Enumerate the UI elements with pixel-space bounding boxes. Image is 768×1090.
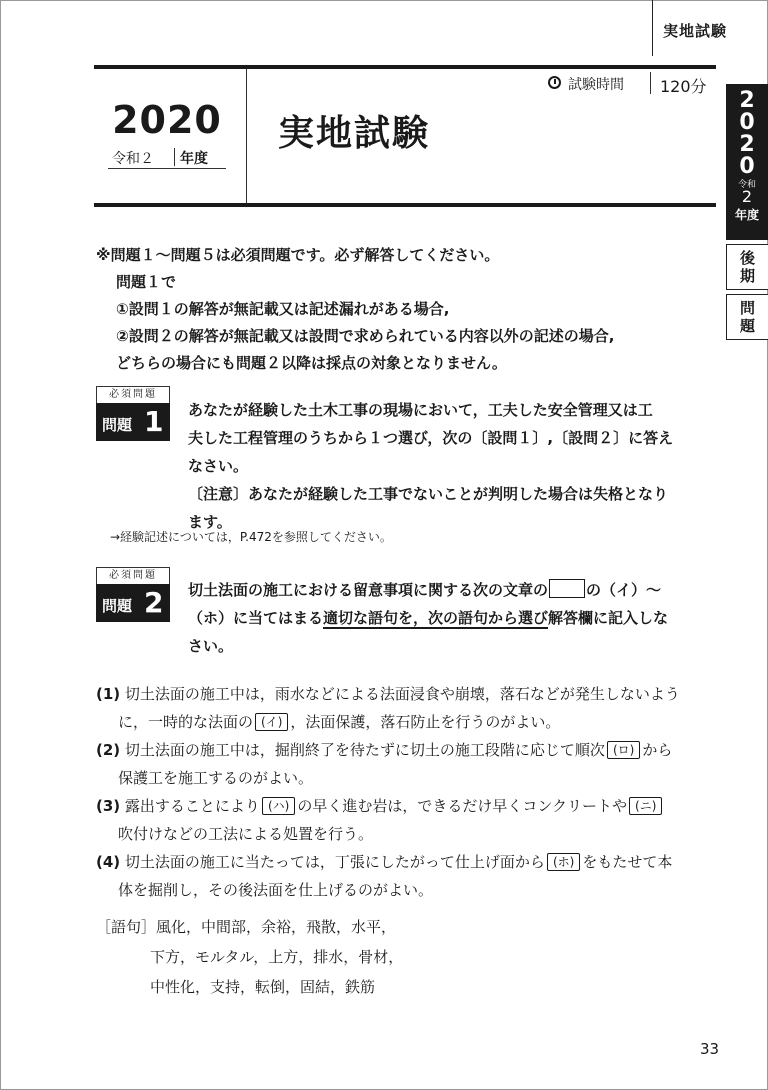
title-year: 2020 xyxy=(112,98,222,142)
badge-number: 2 xyxy=(144,586,164,619)
statement-item xyxy=(96,792,680,820)
statement-text: 露出することにより xyxy=(120,797,260,815)
exam-time-label: 試験時間 xyxy=(568,77,624,93)
notice-line: どちらの場合にも問題２以降は採点の対象となりません。 xyxy=(116,354,507,372)
answer-slot-i: (イ) xyxy=(255,713,288,731)
side-digit: 0 xyxy=(739,110,755,135)
question-1-badge xyxy=(96,386,170,441)
side-tab-year-digits xyxy=(726,90,768,178)
title-rule-bottom xyxy=(94,203,716,207)
question-text: 切土法面の施工における留意事項に関する次の文章の xyxy=(188,581,549,599)
page-number: 33 xyxy=(700,1040,720,1058)
notice-line: ①設問１の解答が無記載又は記述漏れがある場合, xyxy=(116,300,450,318)
statement-text: から xyxy=(642,741,673,759)
word-bank-line: 中性化，支持，転倒，固結，鉄筋 xyxy=(150,978,376,996)
question-text: （ホ）に当てはまる xyxy=(188,609,324,627)
side-tab xyxy=(726,84,768,340)
answer-slot-ro: (ロ) xyxy=(607,741,640,759)
side-tab-mondai[interactable] xyxy=(726,294,768,340)
word-bank-label: ［語句］ xyxy=(96,918,157,936)
answer-slot-ni: (ニ) xyxy=(629,797,662,815)
notice-line: 問題１で xyxy=(116,273,177,291)
side-digit: 2 xyxy=(739,88,755,113)
question-2-text xyxy=(188,576,668,660)
statement-text: ，法面保護，落石防止を行うのがよい。 xyxy=(290,713,561,731)
statement-item: 保護工を施工するのがよい。 xyxy=(118,769,314,787)
running-header xyxy=(652,0,768,56)
badge-number: 1 xyxy=(144,405,164,438)
statement-text: 切土法面の施工中は，掘削終了を待たずに切土の施工段階に応じて順次 xyxy=(120,741,605,759)
statement-text: の早く進む岩は，できるだけ早くコンクリートや xyxy=(297,797,628,815)
page-title: 実地試験 xyxy=(278,113,431,154)
notice-line: ②設問２の解答が無記載又は設問で求められている内容以外の記述の場合, xyxy=(116,327,615,345)
title-divider xyxy=(246,69,247,203)
question-line: 夫した工程管理のうちから１つ選び，次の〔設問１〕,〔設問２〕に答え xyxy=(188,429,674,447)
answer-slot-ha: (ハ) xyxy=(262,797,295,815)
side-tab-year xyxy=(726,84,768,240)
exam-time-value: 120分 xyxy=(660,77,707,96)
statement-item xyxy=(96,848,680,876)
word-bank-words: 風化，中間部，余裕，飛散，水平， xyxy=(156,918,397,936)
question-2-badge xyxy=(96,567,170,622)
notice-line: ※問題１～問題５は必須問題です。必ず解答してください。 xyxy=(96,246,500,264)
side-tab-nendo: 年度 xyxy=(734,208,759,222)
side-tab-reiwa-num: 2 xyxy=(741,187,753,206)
statement-list xyxy=(96,680,680,904)
answer-blank-box xyxy=(549,579,585,598)
statement-text: 切土法面の施工に当たっては，丁張にしたがって仕上げ面から xyxy=(120,853,545,871)
question-text: の（イ）～ xyxy=(586,581,662,599)
badge-block xyxy=(96,584,170,622)
running-header-title: 実地試験 xyxy=(663,22,728,40)
word-bank-line: 下方，モルタル，上方，排水，骨材， xyxy=(150,948,404,966)
question-line: なさい。 xyxy=(188,457,249,475)
title-rule-top xyxy=(94,65,716,69)
question-line xyxy=(188,604,668,632)
badge-required-label: 必須問題 xyxy=(96,567,170,584)
statement-item: 体を掘削し，その後法面を仕上げるのがよい。 xyxy=(118,881,434,899)
side-tab-char: 題 xyxy=(739,317,755,335)
title-year-sub xyxy=(108,146,226,169)
statement-item xyxy=(96,708,680,736)
word-bank xyxy=(96,912,403,1002)
side-tab-char: 後 xyxy=(739,249,755,267)
question-text: 解答欄に記入しな xyxy=(548,609,669,627)
statement-text: をもたせて本 xyxy=(582,853,673,871)
reference-note: →経験記述については，P.472を参照してください。 xyxy=(110,530,392,544)
side-tab-kouki[interactable] xyxy=(726,244,768,290)
question-line: あなたが経験した土木工事の現場において，工夫した安全管理又は工 xyxy=(188,401,653,419)
statement-number: (3) xyxy=(96,797,121,815)
title-reiwa: 令和２ xyxy=(112,151,154,167)
question-line: さい。 xyxy=(188,637,234,655)
title-nendo: 年度 xyxy=(180,151,208,167)
statement-text: 切土法面の施工中は，雨水などによる法面浸食や崩壊，落石などが発生しないよう xyxy=(120,685,680,703)
notice xyxy=(96,242,614,377)
question-line: ます。 xyxy=(188,513,232,531)
statement-number: (2) xyxy=(96,741,121,759)
side-tab-char: 期 xyxy=(739,267,755,285)
side-digit: 2 xyxy=(739,132,755,157)
side-digit: 0 xyxy=(739,154,755,179)
side-tab-reiwa: 令和 xyxy=(737,180,756,190)
badge-word: 問題 xyxy=(102,416,133,434)
statement-item xyxy=(96,736,680,764)
question-line: 〔注意〕あなたが経験した工事でないことが判明した場合は失格となり xyxy=(188,485,669,503)
question-1-text xyxy=(188,396,673,536)
side-tab-char: 問 xyxy=(739,299,755,317)
question-line xyxy=(188,576,668,604)
word-bank-line xyxy=(96,912,403,942)
underlined-instruction: 適切な語句を，次の語句から選び xyxy=(323,609,549,627)
clock-icon xyxy=(548,76,561,89)
badge-word: 問題 xyxy=(102,597,133,615)
exam-time-separator xyxy=(650,72,651,94)
title-year-separator xyxy=(174,148,175,166)
statement-number: (4) xyxy=(96,853,121,871)
badge-block xyxy=(96,403,170,441)
statement-number: (1) xyxy=(96,685,121,703)
badge-required-label: 必須問題 xyxy=(96,386,170,403)
statement-item: 吹付けなどの工法による処置を行う。 xyxy=(118,825,374,843)
statement-item xyxy=(96,680,680,708)
answer-slot-ho: (ホ) xyxy=(547,853,580,871)
statement-text: に，一時的な法面の xyxy=(118,713,254,731)
